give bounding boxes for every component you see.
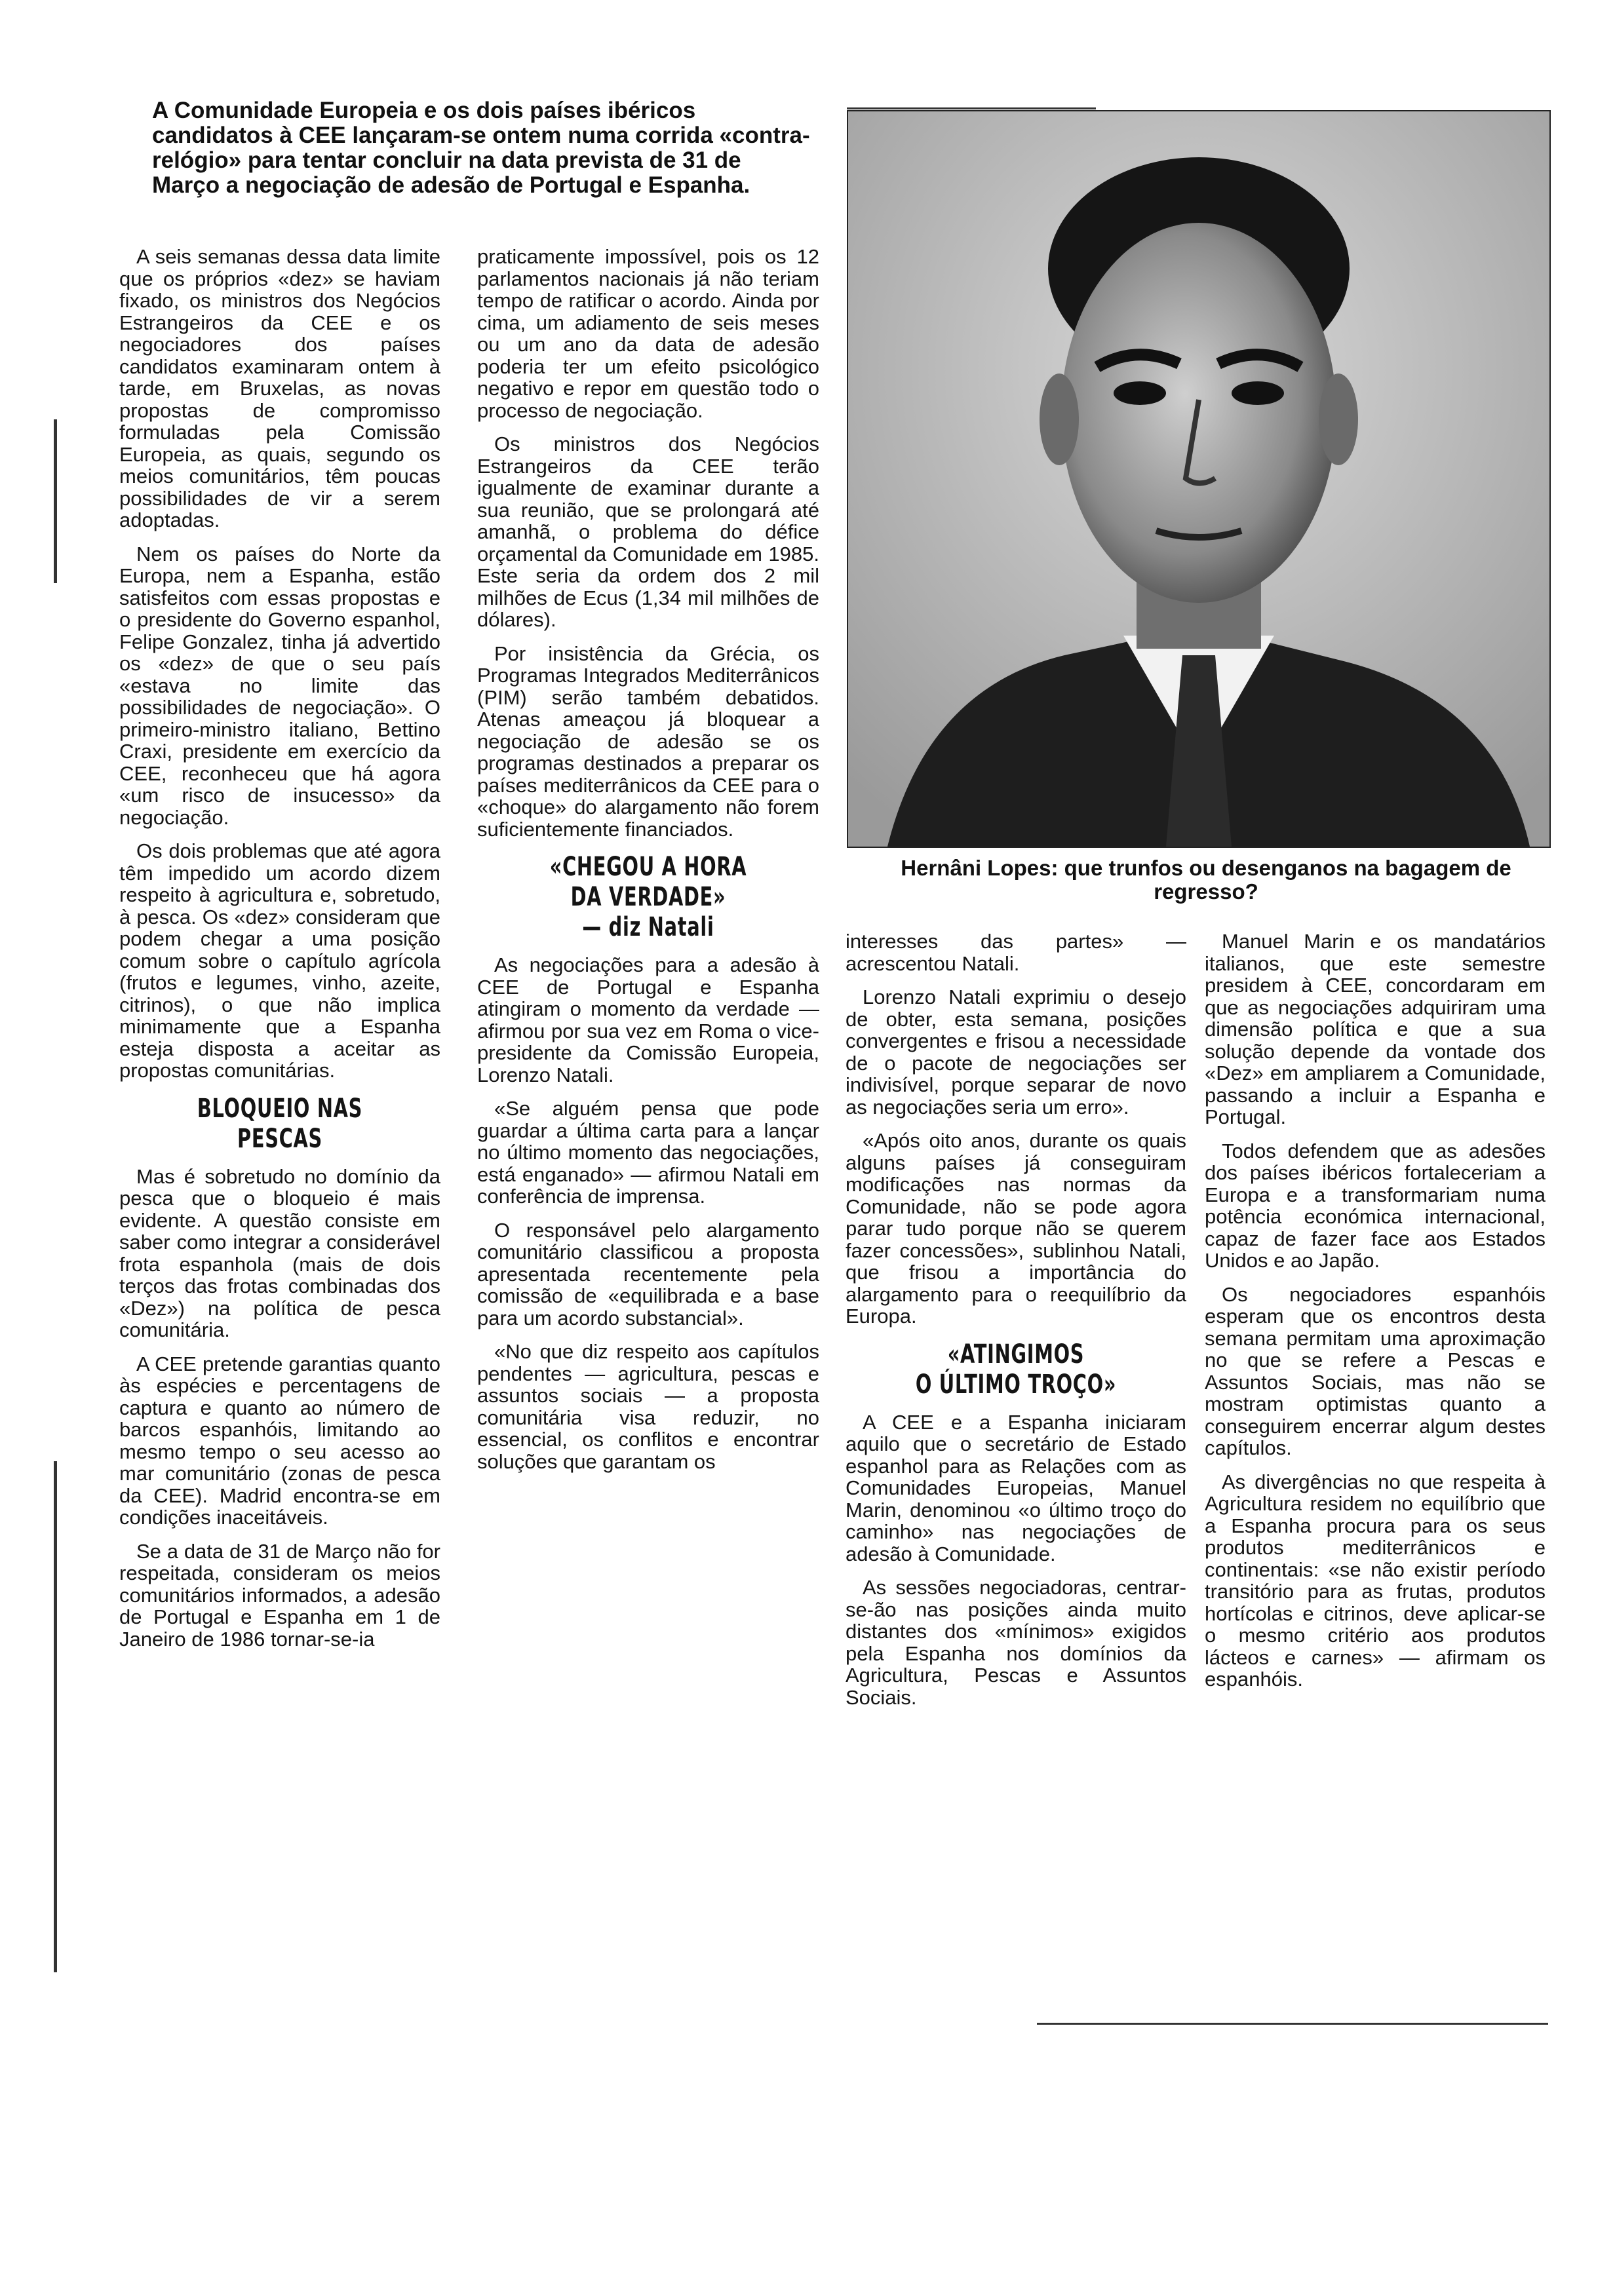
paragraph: Os negociadores espanhóis esperam que os encontros desta semana permitam uma aproximação no que se refere a Pescas e Assuntos Sociais, mas não se mostram optimistas quanto a conseguirem encerrar algum destes capítulos. xyxy=(1205,1282,1546,1459)
subheading-line: — diz Natali xyxy=(582,912,714,942)
subheading-line: O ÚLTIMO TROÇO» xyxy=(915,1369,1117,1400)
paragraph: O responsável pelo alargamento comunitário classificou a proposta apresentada recentemente pela comissão de «equilibrada e a base para um acordo substancial». xyxy=(477,1218,819,1330)
paragraph: Lorenzo Natali exprimiu o desejo de obter, esta semana, posições convergentes e frisou a necessidade de o pacote de negociações ser indivisível, porque separar de novo as negociações seria um erro». xyxy=(846,985,1186,1119)
article-lead: A Comunidade Europeia e os dois países ibéricos candidatos à CEE lançaram-se ontem numa corrida «contra-relógio» para tentar concluir na data prevista de 31 de Março a negociação de adesão de Portugal e Espanha. xyxy=(152,98,810,198)
paragraph: «Após oito anos, durante os quais alguns países já conseguiram modificações nas normas da Comunidade, não se pode agora parar tudo porque não se querem fazer concessões», sublinhou Natali, que frisou a importância do alargamento para o reequilíbrio da Europa. xyxy=(846,1129,1186,1328)
column-1 xyxy=(119,246,440,1650)
paragraph: Manuel Marin e os mandatários italianos, que este semestre presidem à CEE, concordaram em que as negociações adquiriram uma dimensão política e que a sua solução depende da vontade dos «Dez» em ampliarem a Comunidade, passando a incluir a Espanha e Portugal. xyxy=(1205,930,1546,1128)
paragraph: Se a data de 31 de Março não for respeitada, consideram os meios comunitários informados, a adesão de Portugal e Espanha em 1 de Janeiro de 1986 tornar-se-ia xyxy=(119,1539,440,1651)
paragraph: As negociações para a adesão à CEE de Portugal e Espanha atingiram o momento da verdade — afirmou por sua vez em Roma o vice-presidente da Comissão Europeia, Lorenzo Natali. xyxy=(477,953,819,1086)
paragraph: As sessões negociadoras, centrar-se-ão nas posições ainda muito distantes dos «mínimos» exigidos pela Espanha nos domínios da Agricultura, Pescas e Assuntos Sociais. xyxy=(846,1576,1186,1709)
portrait-photo xyxy=(847,110,1551,848)
paragraph: As divergências no que respeita à Agricultura residem no equilíbrio que a Espanha procura para os seus produtos mediterrânicos e continentais: «se não existir período transitório para as frutas, produtos hortícolas e citrinos, deve aplicar-se o mesmo critério aos produtos lácteos e carnes» — afirmam os espanhóis. xyxy=(1205,1470,1546,1691)
paragraph: Por insistência da Grécia, os Programas Integrados Mediterrânicos (PIM) serão também debatidos. Atenas ameaçou já bloquear a negociação de adesão se os programas destinados a preparar os países mediterrânicos da CEE para o «choque» do alargamento não forem suficientemente financiados. xyxy=(477,641,819,841)
paragraph: «Se alguém pensa que pode guardar a última carta para a lançar no último momento das negociações, está enganado» — afirmou Natali em conferência de imprensa. xyxy=(477,1097,819,1208)
column-3 xyxy=(846,930,1186,1708)
photo-caption: Hernâni Lopes: que trunfos ou desenganos na bagagem de regresso? xyxy=(901,856,1511,904)
subheading-atingimos xyxy=(893,1339,1138,1400)
portrait-image xyxy=(848,111,1549,847)
margin-mark xyxy=(54,1461,57,1972)
column-4 xyxy=(1205,930,1546,1691)
subheading-chegou-a-hora xyxy=(525,852,771,942)
paragraph: praticamente impossível, pois os 12 parlamentos nacionais já não teriam tempo de ratificar o acordo. Ainda por cima, um adiamento de seis meses ou um ano da data de adesão poderia ter um efeito psicológico negativo e repor em questão todo o processo de negociação. xyxy=(477,245,819,422)
paragraph: Mas é sobretudo no domínio da pesca que o bloqueio é mais evidente. A questão consiste em saber como integrar a considerável frota espanhola (mais de dois terços das frotas combinadas dos «Dez») na política de pesca comunitária. xyxy=(119,1164,440,1341)
paragraph: «No que diz respeito aos capítulos pendentes — agricultura, pescas e assuntos sociais — a proposta comunitária visa reduzir, no essencial, os conflitos e encontrar soluções que garantam os xyxy=(477,1340,819,1473)
paragraph: Os ministros dos Negócios Estrangeiros da CEE terão igualmente de examinar durante a sua reunião, que se prolongará até amanhã, o problema do défice orçamental da Comunidade em 1985. Este seria da ordem dos 2 mil milhões de Ecus (1,34 mil milhões de dólares). xyxy=(477,432,819,631)
subheading-line: DA VERDADE» xyxy=(570,882,726,912)
subheading-bloqueio: BLOQUEIO NAS PESCAS xyxy=(197,1093,363,1154)
column-2 xyxy=(477,246,819,1472)
paragraph: Os dois problemas que até agora têm impedido um acordo dizem respeito à agricultura e, sobretudo, à pesca. Os «dez» consideram que podem chegar a uma posição comum sobre o capítulo agrícola (frutos e legumes, vinho, azeite, citrinos), o que não implica minimamente que a Espanha esteja disposta a aceitar as propostas comunitárias. xyxy=(119,839,440,1082)
paragraph: Todos defendem que as adesões dos países ibéricos fortaleceriam a Europa e a transformariam numa potência económica internacional, capaz de fazer face aos Estados Unidos e ao Japão. xyxy=(1205,1139,1546,1272)
rule-bottom xyxy=(1037,2023,1548,2025)
subheading-line: «CHEGOU A HORA xyxy=(549,852,747,882)
paragraph: A CEE pretende garantias quanto às espécies e percentagens de captura e quanto ao número de barcos espanhóis, limitando ao mesmo tempo o seu acesso ao mar comunitário (zonas de pesca da CEE). Madrid encontra-se em condições inaceitáveis. xyxy=(119,1352,440,1529)
subheading-line: «ATINGIMOS xyxy=(947,1339,1085,1369)
paragraph: interesses das partes» — acrescentou Natali. xyxy=(846,930,1186,975)
paragraph: Nem os países do Norte da Europa, nem a Espanha, estão satisfeitos com essas propostas e o presidente do Governo espanhol, Felipe Gonzalez, tinha já advertido os «dez» de que o seu país «estava no limite das possibilidades de negociação». O primeiro-ministro italiano, Bettino Craxi, presidente em exercício da CEE, reconheceu que há agora «um risco de insucesso» da negociação. xyxy=(119,542,440,829)
paragraph: A CEE e a Espanha iniciaram aquilo que o secretário de Estado espanhol para as Relações com as Comunidades Europeias, Manuel Marin, denominou «o último troço do caminho» nas negociações de adesão à Comunidade. xyxy=(846,1410,1186,1565)
paragraph: A seis semanas dessa data limite que os próprios «dez» se haviam fixado, os ministros dos Negócios Estrangeiros da CEE e os negociadores dos países candidatos examinaram ontem à tarde, em Bruxelas, as novas propostas de compromisso formuladas pela Comissão Europeia, as quais, segundo os meios comunitários, têm poucas possibilidades de vir a serem adoptadas. xyxy=(119,245,440,531)
margin-mark xyxy=(54,419,57,583)
rule-photo-top xyxy=(847,107,1096,109)
